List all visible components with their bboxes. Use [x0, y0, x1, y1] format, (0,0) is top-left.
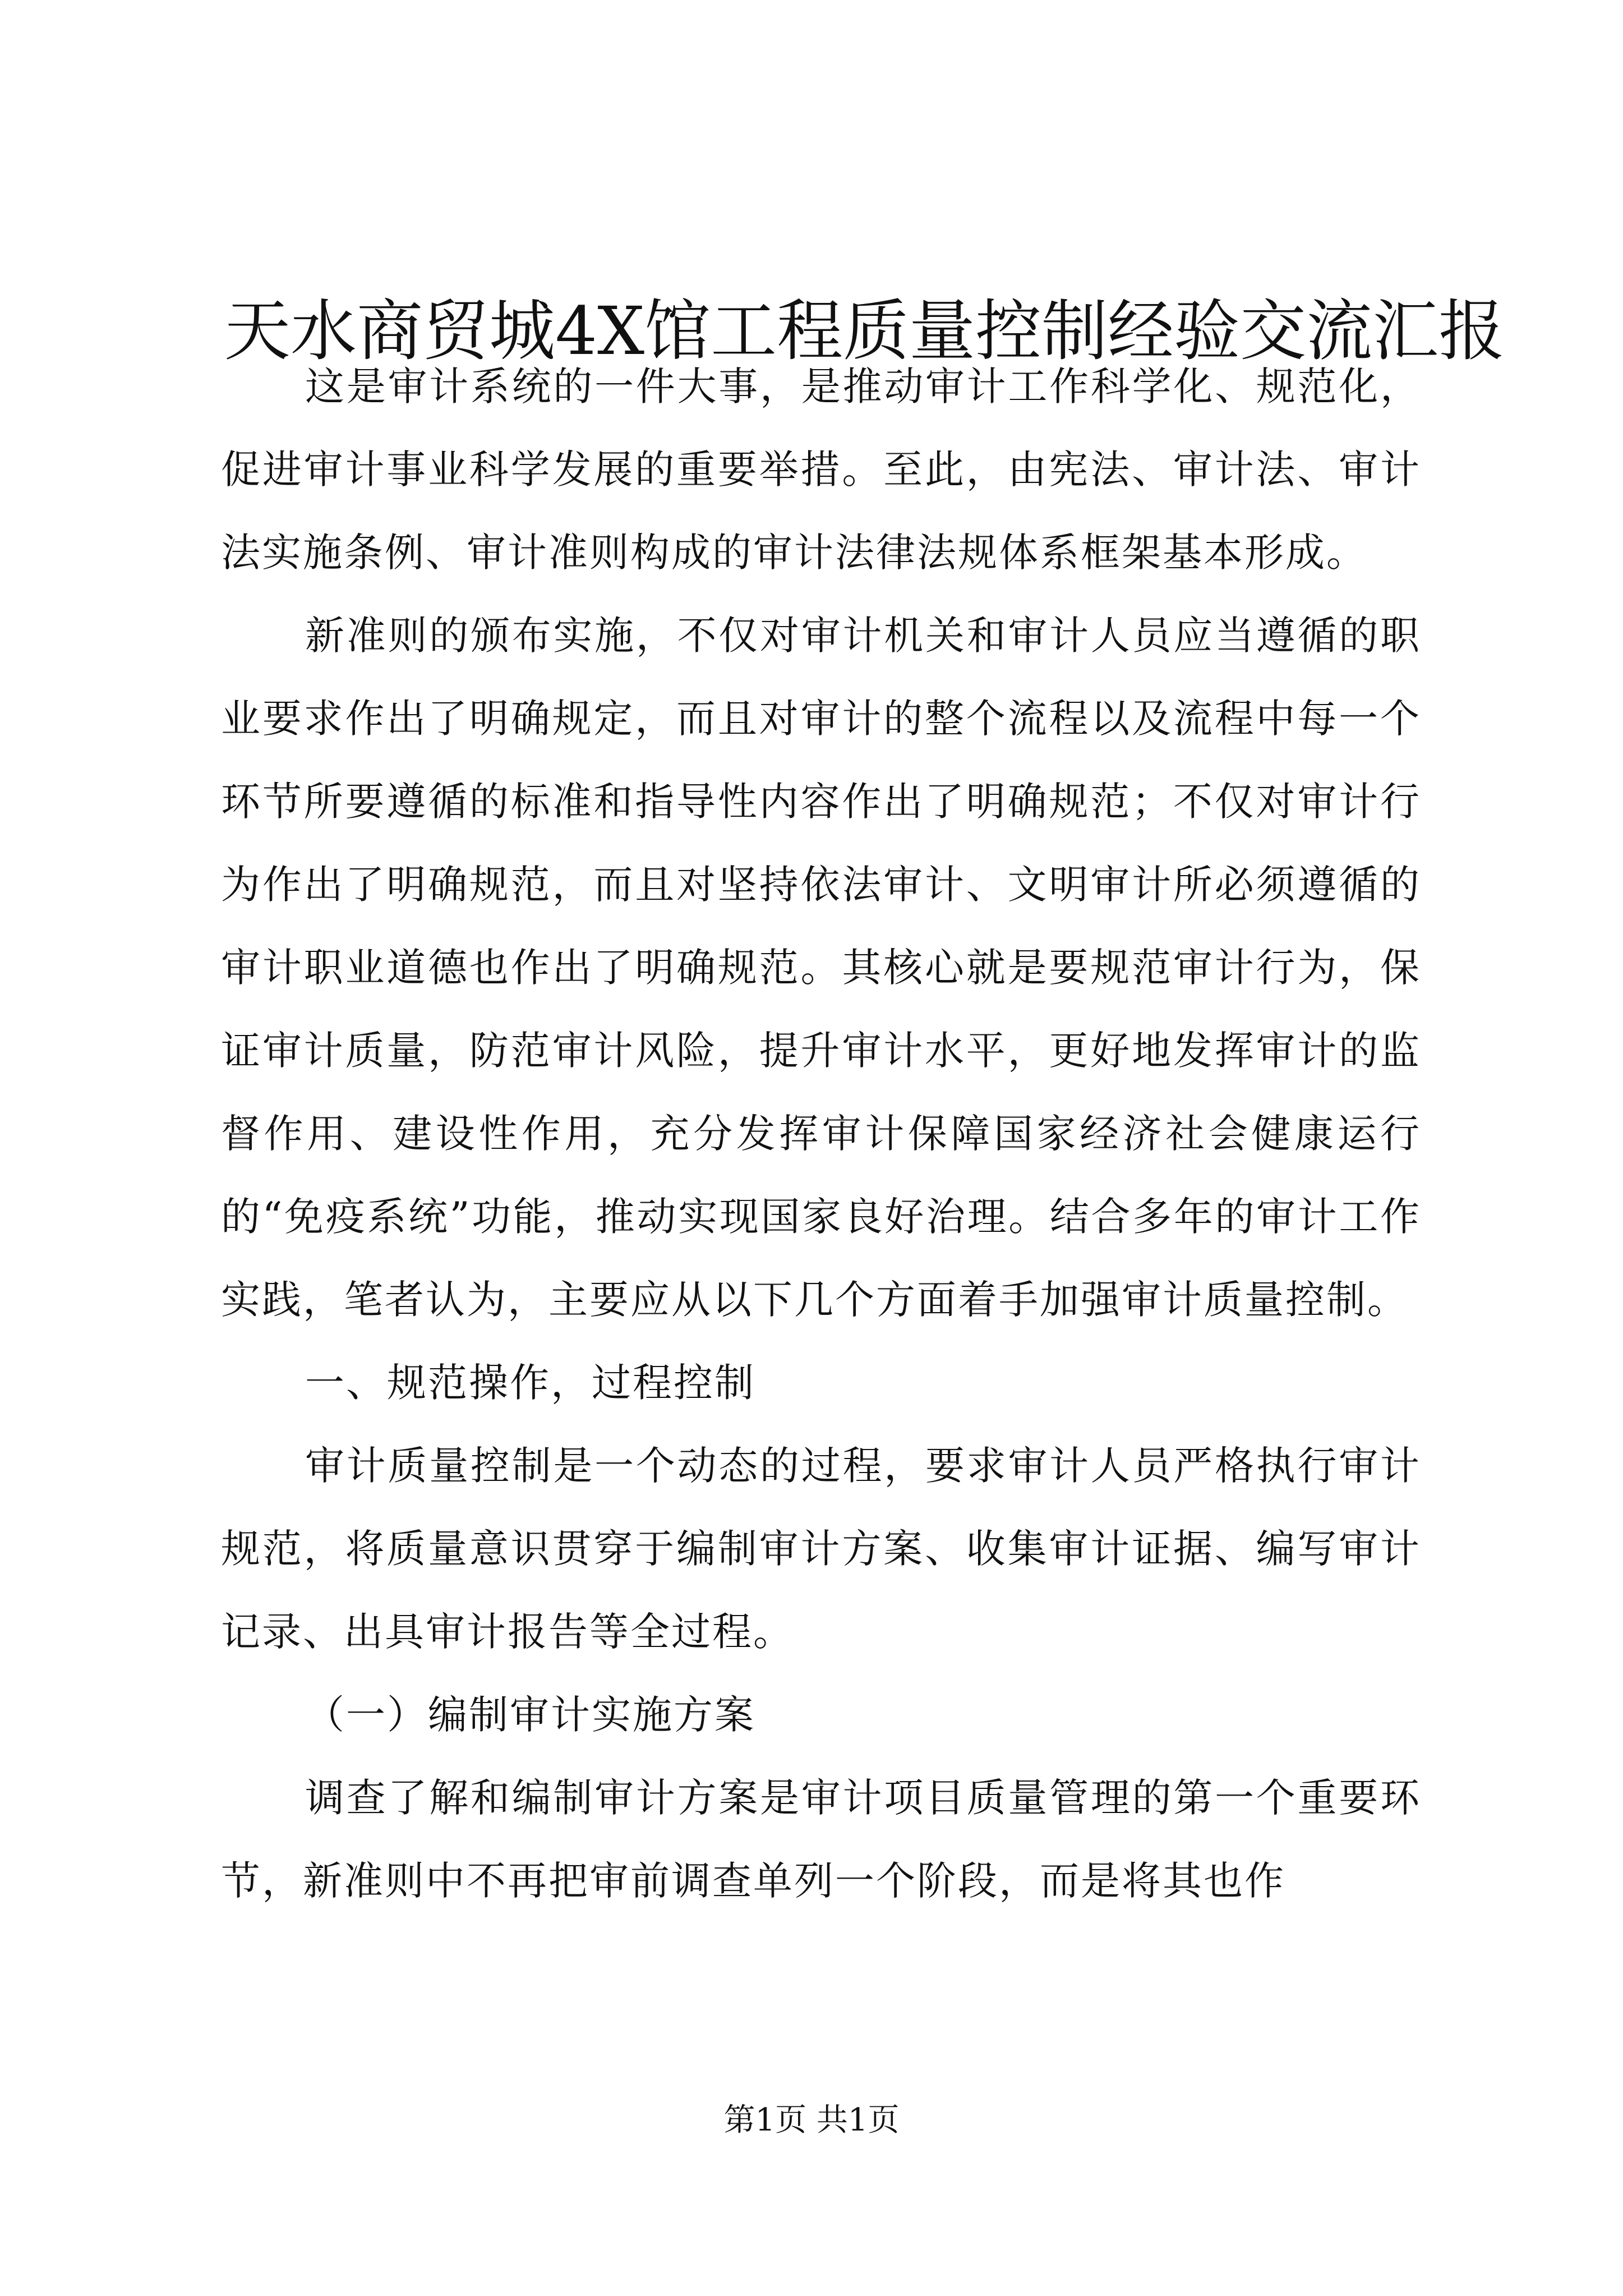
- page-footer: 第1页 共1页: [723, 2102, 900, 2138]
- document-title: 天水商贸城4X馆工程质量控制经验交流汇报: [224, 292, 1505, 370]
- paragraph-new-standards: 新准则的颁布实施，不仅对审计机关和审计人员应当遵循的职业要求作出了明确规定，而且对审计的整个流程以及流程中每一个环节所要遵循的标准和指导性内容作出了明确规范；不仅对审计行为作出了明确规范，而且对坚持依法审计、文明审计所必须遵循的审计职业道德也作出了明确规范。其核心就是要规范审计行为，保证审计质量，防范审计风险，提升审计水平，更好地发挥审计的监督作用、建设性作用，充分发挥审计保障国家经济社会健康运行的“免疫系统”功能，推动实现国家良好治理。结合多年的审计工作实践，笔者认为，主要应从以下几个方面着手加强审计质量控制。: [221, 613, 1421, 1323]
- section-heading-1: 一、规范操作，过程控制: [305, 1360, 755, 1406]
- paragraph-audit-plan: 调查了解和编制审计方案是审计项目质量管理的第一个重要环节，新准则中不再把审前调查单列一个阶段，而是将其也作: [221, 1775, 1421, 1904]
- document-body: [221, 345, 1421, 1922]
- subsection-heading-1: （一）编制审计实施方案: [305, 1692, 755, 1738]
- paragraph-intro: 这是审计系统的一件大事，是推动审计工作科学化、规范化，促进审计事业科学发展的重要举措。至此，由宪法、审计法、审计法实施条例、审计准则构成的审计法律法规体系框架基本形成。: [221, 364, 1421, 576]
- paragraph-quality-control: 审计质量控制是一个动态的过程，要求审计人员严格执行审计规范，将质量意识贯穿于编制审计方案、收集审计证据、编写审计记录、出具审计报告等全过程。: [221, 1443, 1421, 1655]
